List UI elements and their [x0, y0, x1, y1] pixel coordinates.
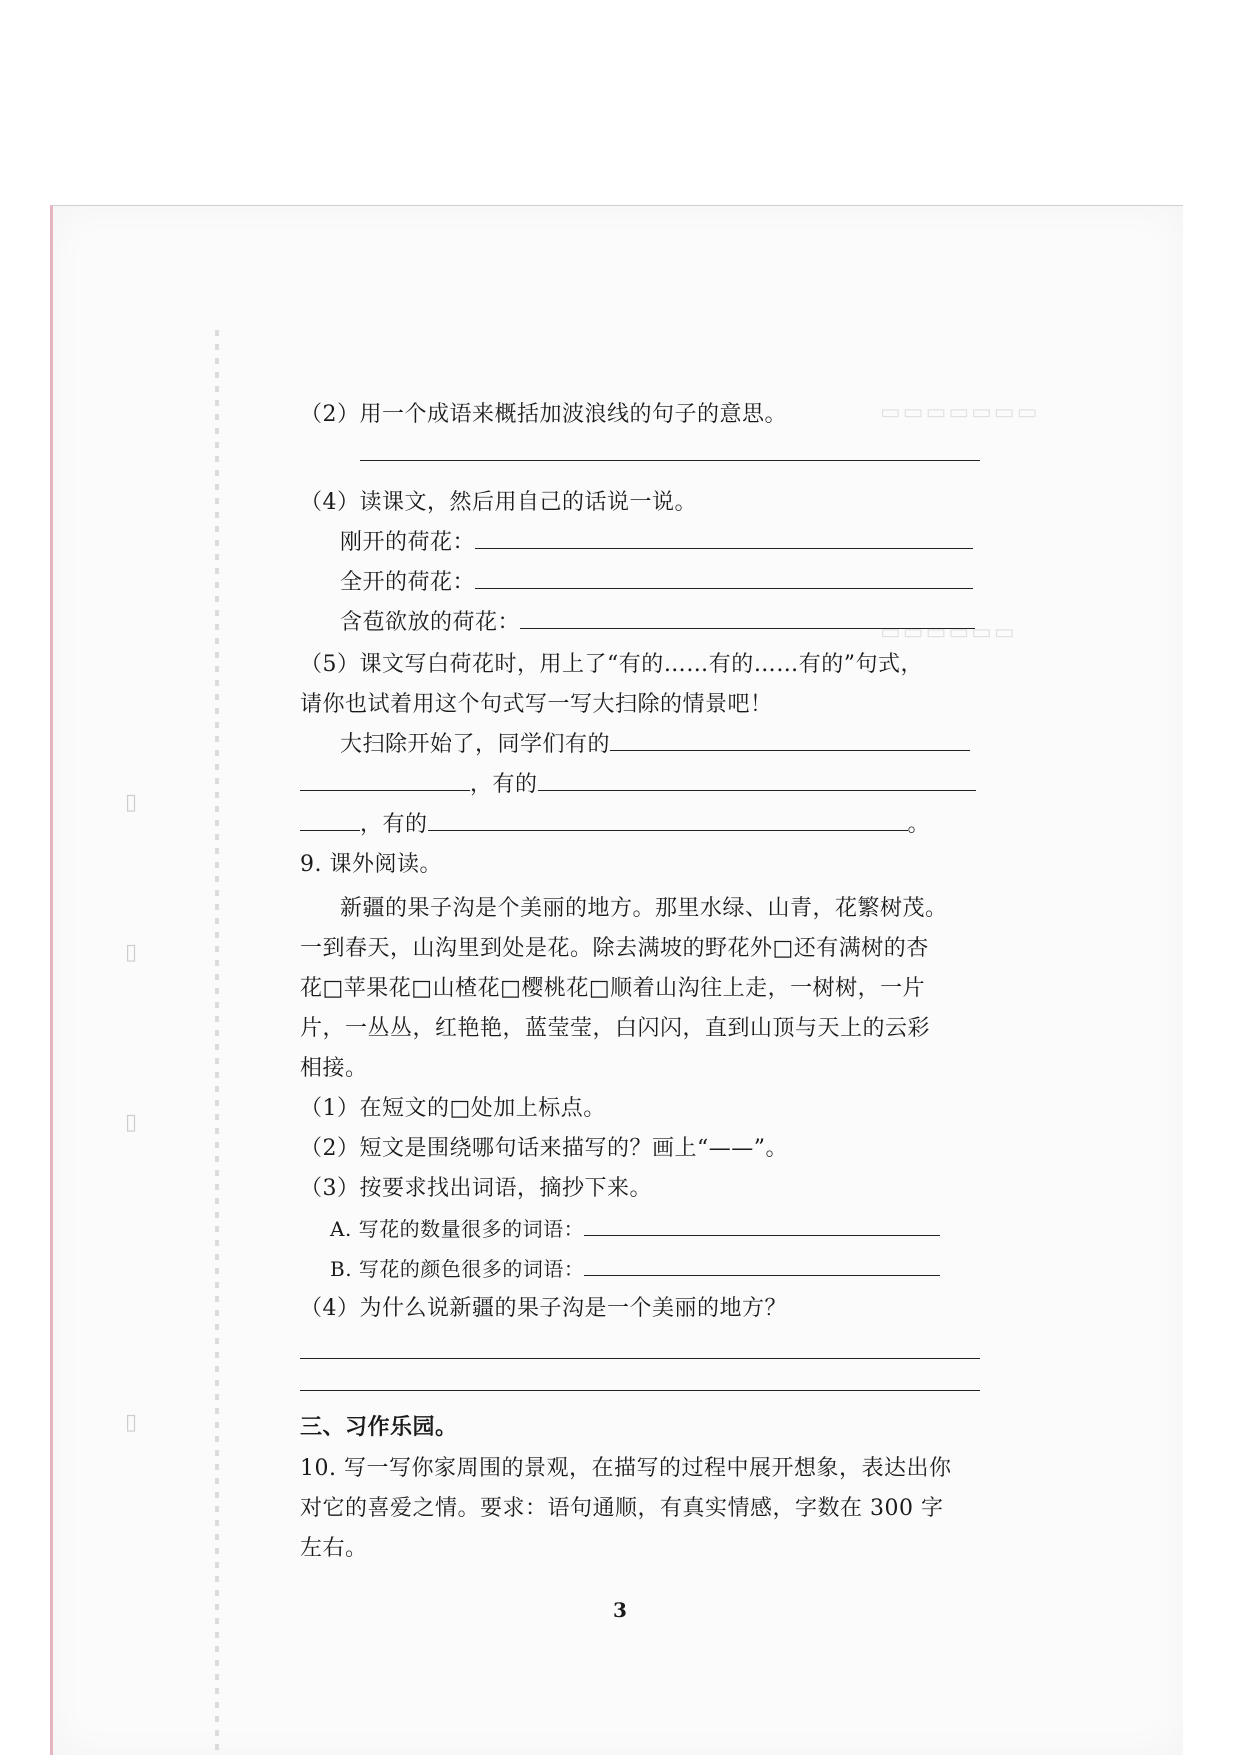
q9-title: 9. 课外阅读。 — [300, 852, 442, 877]
q4-item-2-label: 全开的荷花： — [340, 570, 476, 595]
q4-item-1-answer[interactable] — [475, 524, 973, 549]
side-mark-3: ▯ — [125, 1110, 138, 1135]
q5-answer-4[interactable] — [300, 806, 360, 831]
q5-line-1: （5）课文写白荷花时，用上了“有的……有的……有的”句式， — [300, 652, 923, 677]
q9-sub-3b — [330, 1249, 940, 1289]
q2-prompt: （2）用一个成语来概括加波浪线的句子的意思。 — [300, 402, 787, 427]
q10-line-2: 对它的喜爱之情。要求：语句通顺，有真实情感，字数在 300 字 — [300, 1496, 944, 1521]
q5-row-1 — [340, 725, 970, 765]
q9-sub-2: （2）短文是围绕哪句话来描写的？画上“——”。 — [300, 1136, 788, 1161]
q4-item-1-label: 刚开的荷花： — [340, 530, 476, 555]
q5-answer-1[interactable] — [610, 726, 970, 751]
q4-item-1 — [340, 523, 973, 563]
q5-answer-2[interactable] — [300, 766, 470, 791]
q9-sub-3a-answer[interactable] — [584, 1211, 940, 1236]
q9-sub-4: （4）为什么说新疆的果子沟是一个美丽的地方？ — [300, 1296, 787, 1321]
side-mark-1: ▯ — [125, 790, 138, 815]
q9-passage-line-3: 花□苹果花□山楂花□樱桃花□顺着山沟往上走，一树树，一片 — [300, 976, 926, 1001]
q2-answer-line[interactable] — [360, 435, 980, 475]
q5-line-2: 请你也试着用这个句式写一写大扫除的情景吧！ — [300, 692, 773, 717]
q4-item-2-answer[interactable] — [475, 564, 973, 589]
q9-passage-line-5: 相接。 — [300, 1056, 368, 1081]
q5-answer-5[interactable] — [428, 806, 908, 831]
q5-start: 大扫除开始了，同学们有的 — [340, 732, 611, 757]
binding-gutter-dashes — [215, 330, 219, 1750]
q4-item-3-answer[interactable] — [520, 604, 975, 629]
q9-sub-1: （1）在短文的□处加上标点。 — [300, 1096, 606, 1121]
q9-sub-4-answer-line-2[interactable] — [300, 1365, 980, 1405]
q5-mid: ，有的 — [470, 772, 538, 797]
q5-end: 。 — [907, 812, 931, 837]
section-3-title: 三、习作乐园。 — [300, 1414, 458, 1440]
q4-prompt: （4）读课文，然后用自己的话说一说。 — [300, 490, 697, 515]
q9-sub-3a — [330, 1209, 940, 1249]
q9-sub-3a-label: A. 写花的数量很多的词语： — [330, 1217, 585, 1241]
q4-item-3 — [340, 603, 975, 643]
q9-passage-line-2: 一到春天，山沟里到处是花。除去满坡的野花外□还有满树的杏 — [300, 936, 929, 961]
side-mark-4: ▯ — [125, 1410, 138, 1435]
q4-item-3-label: 含苞欲放的荷花： — [340, 610, 521, 635]
q9-sub-3b-answer[interactable] — [584, 1251, 940, 1276]
q9-passage-line-4: 片，一丛丛，红艳艳，蓝莹莹，白闪闪，直到山顶与天上的云彩 — [300, 1016, 931, 1041]
page-number: 3 — [613, 1598, 627, 1622]
q9-sub-3: （3）按要求找出词语，摘抄下来。 — [300, 1176, 652, 1201]
q5-row-2 — [300, 765, 976, 805]
q4-item-2 — [340, 563, 973, 603]
bleed-through-box: ▭▭▭▭▭▭ — [880, 620, 1017, 645]
q5-mid2: ，有的 — [360, 812, 428, 837]
q10-line-1: 10. 写一写你家周围的景观，在描写的过程中展开想象，表达出你 — [300, 1456, 952, 1481]
q9-passage-line-1: 新疆的果子沟是个美丽的地方。那里水绿、山青，花繁树茂。 — [340, 896, 948, 921]
q9-sub-3b-label: B. 写花的颜色很多的词语： — [330, 1257, 585, 1281]
q5-answer-3[interactable] — [538, 766, 976, 791]
bleed-through-text: ▭▭▭▭▭▭▭ — [880, 400, 1040, 425]
q5-row-3 — [300, 805, 930, 845]
q10-line-3: 左右。 — [300, 1536, 368, 1561]
side-mark-2: ▯ — [125, 940, 138, 965]
